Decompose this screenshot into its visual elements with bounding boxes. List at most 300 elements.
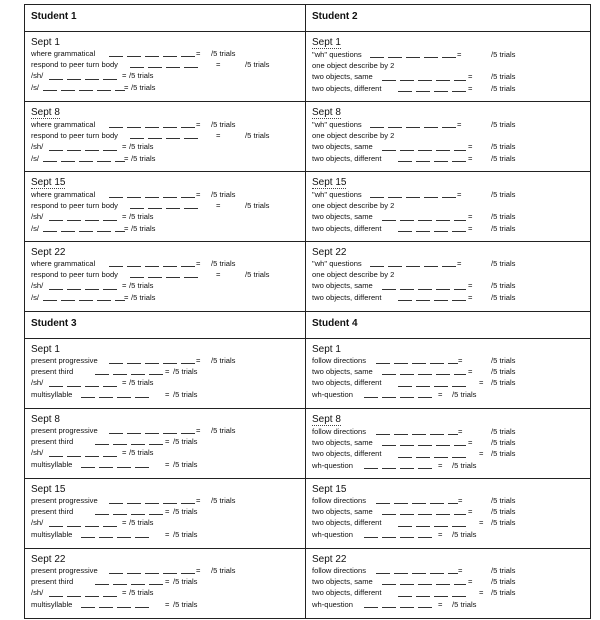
trial-blank[interactable] — [49, 456, 63, 457]
trial-blank[interactable] — [109, 266, 123, 267]
trial-blank[interactable] — [418, 584, 432, 585]
trial-blank[interactable] — [382, 374, 396, 375]
trial-blank[interactable] — [103, 289, 117, 290]
trials-label: /5 trials — [491, 259, 516, 268]
trial-blank[interactable] — [135, 537, 149, 538]
trial-blank[interactable] — [406, 57, 420, 58]
trial-blank[interactable] — [184, 208, 198, 209]
trial-blank[interactable] — [148, 138, 162, 139]
goal-line — [312, 71, 590, 82]
trial-blank[interactable] — [127, 573, 141, 574]
trial-blank[interactable] — [454, 584, 466, 585]
trial-blank[interactable] — [416, 386, 430, 387]
trial-blank[interactable] — [103, 386, 117, 387]
trial-blank[interactable] — [49, 79, 63, 80]
trial-blank[interactable] — [416, 91, 430, 92]
trial-blank[interactable] — [416, 161, 430, 162]
trial-blank[interactable] — [416, 457, 430, 458]
trial-blank[interactable] — [436, 150, 450, 151]
trial-blank[interactable] — [398, 596, 412, 597]
trial-blank[interactable] — [103, 456, 117, 457]
trial-blank[interactable] — [418, 537, 432, 538]
trial-blank[interactable] — [163, 127, 177, 128]
trial-blank[interactable] — [394, 573, 408, 574]
trial-blank[interactable] — [43, 161, 57, 162]
trial-blank[interactable] — [364, 537, 378, 538]
trial-blank[interactable] — [394, 434, 408, 435]
trial-blank[interactable] — [163, 197, 177, 198]
trial-blank[interactable] — [452, 300, 466, 301]
trial-blank[interactable] — [113, 514, 127, 515]
trial-blank[interactable] — [135, 607, 149, 608]
trial-blank[interactable] — [103, 79, 117, 80]
trial-blank[interactable] — [181, 503, 195, 504]
trial-blank[interactable] — [400, 514, 414, 515]
student-3-header — [25, 312, 306, 339]
goal-line — [312, 599, 590, 610]
trial-blank[interactable] — [398, 526, 412, 527]
session-date: Sept 1 — [312, 37, 341, 48]
trial-blank[interactable] — [418, 374, 432, 375]
trial-blank[interactable] — [442, 197, 456, 198]
trial-blank[interactable] — [85, 526, 99, 527]
trial-blank[interactable] — [99, 607, 113, 608]
trial-blank[interactable] — [412, 573, 426, 574]
trial-blank[interactable] — [424, 197, 438, 198]
trial-blank[interactable] — [398, 91, 412, 92]
trial-blank[interactable] — [400, 584, 414, 585]
trial-blank[interactable] — [148, 277, 162, 278]
trial-blank[interactable] — [85, 79, 99, 80]
trial-blank[interactable] — [382, 445, 396, 446]
trial-blank[interactable] — [382, 537, 396, 538]
trial-blank[interactable] — [398, 386, 412, 387]
trial-blank[interactable] — [127, 433, 141, 434]
trial-blank[interactable] — [97, 161, 111, 162]
trial-blank[interactable] — [452, 91, 466, 92]
trial-blank[interactable] — [67, 386, 81, 387]
trial-blank[interactable] — [454, 220, 466, 221]
trial-blank[interactable] — [434, 231, 448, 232]
trial-blank[interactable] — [376, 573, 390, 574]
trial-blank[interactable] — [135, 397, 149, 398]
trial-blank[interactable] — [49, 220, 63, 221]
trial-blank[interactable] — [145, 266, 159, 267]
goal-line — [31, 565, 305, 576]
trial-blank[interactable] — [452, 526, 466, 527]
trial-blank[interactable] — [67, 526, 81, 527]
trial-blank[interactable] — [81, 467, 95, 468]
trial-blank[interactable] — [97, 231, 111, 232]
goal-line — [312, 448, 590, 459]
trial-blank[interactable] — [418, 150, 432, 151]
student-3-title: Student 3 — [31, 318, 77, 329]
trial-blank[interactable] — [184, 138, 198, 139]
trial-blank[interactable] — [117, 607, 131, 608]
trial-blank[interactable] — [163, 503, 177, 504]
trial-blank[interactable] — [370, 266, 384, 267]
trial-blank[interactable] — [113, 444, 127, 445]
trial-blank[interactable] — [117, 397, 131, 398]
trial-blank[interactable] — [412, 503, 426, 504]
trial-blank[interactable] — [382, 80, 396, 81]
trial-blank[interactable] — [370, 57, 384, 58]
trial-blank[interactable] — [370, 127, 384, 128]
trial-blank[interactable] — [364, 468, 378, 469]
trial-blank[interactable] — [424, 266, 438, 267]
trial-blank[interactable] — [127, 503, 141, 504]
trial-blank[interactable] — [145, 363, 159, 364]
trial-blank[interactable] — [166, 208, 180, 209]
trial-blank[interactable] — [127, 197, 141, 198]
trial-blank[interactable] — [376, 503, 390, 504]
trial-blank[interactable] — [163, 56, 177, 57]
trial-blank[interactable] — [79, 300, 93, 301]
equals-sign: = — [457, 190, 462, 199]
trial-blank[interactable] — [166, 277, 180, 278]
trial-blank[interactable] — [85, 220, 99, 221]
trial-blank[interactable] — [418, 468, 432, 469]
trial-blank[interactable] — [85, 150, 99, 151]
trial-blank[interactable] — [376, 363, 390, 364]
trial-blank[interactable] — [181, 56, 195, 57]
trial-blank[interactable] — [113, 374, 127, 375]
trial-blank[interactable] — [145, 56, 159, 57]
trial-blank[interactable] — [418, 289, 432, 290]
session-date: Sept 8 — [31, 414, 60, 425]
trial-blank[interactable] — [442, 57, 456, 58]
trial-blank[interactable] — [452, 161, 466, 162]
trial-blank[interactable] — [388, 266, 402, 267]
trial-blank[interactable] — [149, 444, 163, 445]
equals-sign: = — [165, 459, 170, 469]
goal-label: /sh/ — [31, 378, 44, 388]
trial-blank[interactable] — [382, 468, 396, 469]
trials-label: /5 trials — [491, 507, 516, 517]
trial-blank[interactable] — [148, 67, 162, 68]
trial-blank[interactable] — [434, 596, 448, 597]
goal-label: two objects, different — [312, 153, 382, 163]
trial-blank[interactable] — [434, 91, 448, 92]
trial-blank[interactable] — [109, 127, 123, 128]
trial-blank[interactable] — [400, 445, 414, 446]
trial-blank[interactable] — [103, 220, 117, 221]
trial-blank[interactable] — [364, 397, 378, 398]
trial-blank[interactable] — [131, 444, 145, 445]
trial-blank[interactable] — [416, 596, 430, 597]
trial-blank[interactable] — [452, 457, 466, 458]
trial-blank[interactable] — [436, 374, 450, 375]
trial-blank[interactable] — [452, 386, 466, 387]
trial-blank[interactable] — [430, 434, 444, 435]
trial-blank[interactable] — [163, 573, 177, 574]
trial-blank[interactable] — [181, 197, 195, 198]
trial-blank[interactable] — [400, 374, 414, 375]
trial-blank[interactable] — [418, 80, 432, 81]
trial-blank[interactable] — [127, 56, 141, 57]
trial-blank[interactable] — [163, 363, 177, 364]
trial-blank[interactable] — [398, 161, 412, 162]
trial-blank[interactable] — [454, 445, 466, 446]
trial-blank[interactable] — [127, 266, 141, 267]
trial-blank[interactable] — [448, 573, 458, 574]
trial-blank[interactable] — [130, 277, 144, 278]
trial-blank[interactable] — [43, 300, 57, 301]
trial-blank[interactable] — [61, 300, 75, 301]
trial-blank[interactable] — [145, 433, 159, 434]
trial-blank[interactable] — [448, 363, 458, 364]
trial-blank[interactable] — [49, 150, 63, 151]
goal-line — [31, 366, 305, 377]
trial-blank[interactable] — [49, 386, 63, 387]
trial-blank[interactable] — [418, 397, 432, 398]
trial-blank[interactable] — [400, 289, 414, 290]
trial-blank[interactable] — [400, 150, 414, 151]
trial-blank[interactable] — [430, 503, 444, 504]
trial-blank[interactable] — [145, 503, 159, 504]
trial-blank[interactable] — [400, 607, 414, 608]
trial-blank[interactable] — [49, 596, 63, 597]
trial-blank[interactable] — [113, 584, 127, 585]
trial-blank[interactable] — [85, 289, 99, 290]
trial-blank[interactable] — [163, 433, 177, 434]
trial-blank[interactable] — [49, 289, 63, 290]
trial-blank[interactable] — [416, 300, 430, 301]
trial-blank[interactable] — [127, 127, 141, 128]
trial-blank[interactable] — [452, 231, 466, 232]
trial-blank[interactable] — [184, 67, 198, 68]
trial-blank[interactable] — [127, 363, 141, 364]
trial-blank[interactable] — [109, 503, 123, 504]
trial-blank[interactable] — [418, 607, 432, 608]
trial-blank[interactable] — [95, 374, 109, 375]
trials-label: /5 trials — [211, 190, 236, 199]
trial-blank[interactable] — [67, 220, 81, 221]
trial-blank[interactable] — [436, 445, 450, 446]
trial-blank[interactable] — [117, 467, 131, 468]
trial-blank[interactable] — [95, 444, 109, 445]
trial-blank[interactable] — [130, 67, 144, 68]
equals-sign: = — [122, 142, 127, 152]
trial-blank[interactable] — [109, 363, 123, 364]
trial-blank[interactable] — [434, 386, 448, 387]
trial-blank[interactable] — [181, 127, 195, 128]
trial-blank[interactable] — [434, 457, 448, 458]
trials-label: /5 trials — [491, 427, 516, 436]
trial-blank[interactable] — [166, 138, 180, 139]
trial-blank[interactable] — [184, 277, 198, 278]
trial-blank[interactable] — [97, 300, 111, 301]
trial-blank[interactable] — [400, 220, 414, 221]
trial-blank[interactable] — [181, 363, 195, 364]
trial-blank[interactable] — [388, 127, 402, 128]
trial-blank[interactable] — [382, 150, 396, 151]
trial-blank[interactable] — [442, 127, 456, 128]
trial-blank[interactable] — [400, 537, 414, 538]
trial-blank[interactable] — [85, 386, 99, 387]
trial-blank[interactable] — [436, 80, 450, 81]
session-block — [25, 549, 305, 618]
session-block — [25, 32, 305, 101]
trial-blank[interactable] — [95, 584, 109, 585]
trial-blank[interactable] — [109, 573, 123, 574]
trials-label: /5 trials — [491, 83, 516, 93]
trial-blank[interactable] — [135, 467, 149, 468]
trial-blank[interactable] — [376, 434, 390, 435]
trial-blank[interactable] — [61, 231, 75, 232]
trial-blank[interactable] — [109, 433, 123, 434]
trial-blank[interactable] — [424, 57, 438, 58]
trial-blank[interactable] — [61, 161, 75, 162]
trial-blank[interactable] — [400, 468, 414, 469]
trial-blank[interactable] — [95, 514, 109, 515]
trial-blank[interactable] — [388, 197, 402, 198]
trial-blank[interactable] — [149, 374, 163, 375]
trial-blank[interactable] — [103, 596, 117, 597]
trial-blank[interactable] — [79, 161, 93, 162]
trial-blank[interactable] — [99, 467, 113, 468]
trial-blank[interactable] — [43, 90, 57, 91]
trial-blank[interactable] — [388, 57, 402, 58]
trial-blank[interactable] — [81, 537, 95, 538]
trial-blank[interactable] — [436, 514, 450, 515]
goal-label: two objects, same — [312, 577, 373, 587]
trials-label: /5 trials — [491, 449, 516, 459]
trial-blank[interactable] — [434, 526, 448, 527]
trial-blank[interactable] — [145, 573, 159, 574]
trial-blank[interactable] — [43, 231, 57, 232]
trial-blank[interactable] — [436, 584, 450, 585]
trial-blank[interactable] — [436, 220, 450, 221]
trial-blank[interactable] — [406, 197, 420, 198]
trial-blank[interactable] — [67, 596, 81, 597]
trial-blank[interactable] — [382, 607, 396, 608]
trial-blank[interactable] — [85, 596, 99, 597]
trial-blank[interactable] — [81, 607, 95, 608]
trial-blank[interactable] — [67, 289, 81, 290]
trial-blank[interactable] — [148, 208, 162, 209]
trial-blank[interactable] — [181, 433, 195, 434]
trial-blank[interactable] — [382, 397, 396, 398]
trial-blank[interactable] — [145, 127, 159, 128]
trial-blank[interactable] — [145, 197, 159, 198]
trial-blank[interactable] — [434, 300, 448, 301]
trial-blank[interactable] — [400, 397, 414, 398]
session-cell — [306, 479, 591, 549]
trial-blank[interactable] — [130, 138, 144, 139]
trial-blank[interactable] — [454, 374, 466, 375]
goal-line — [312, 460, 590, 471]
trial-blank[interactable] — [382, 289, 396, 290]
trial-blank[interactable] — [398, 457, 412, 458]
trial-blank[interactable] — [67, 456, 81, 457]
trial-blank[interactable] — [430, 573, 444, 574]
trial-blank[interactable] — [412, 363, 426, 364]
trial-blank[interactable] — [394, 363, 408, 364]
trial-blank[interactable] — [81, 397, 95, 398]
trial-blank[interactable] — [416, 231, 430, 232]
trial-blank[interactable] — [412, 434, 426, 435]
trial-blank[interactable] — [454, 514, 466, 515]
trial-blank[interactable] — [370, 197, 384, 198]
trial-blank[interactable] — [418, 220, 432, 221]
trial-blank[interactable] — [67, 79, 81, 80]
trial-blank[interactable] — [430, 363, 444, 364]
trial-blank[interactable] — [67, 150, 81, 151]
session-cell — [25, 479, 306, 549]
trial-blank[interactable] — [424, 127, 438, 128]
trial-blank[interactable] — [166, 67, 180, 68]
trial-blank[interactable] — [85, 456, 99, 457]
trial-blank[interactable] — [79, 90, 93, 91]
trial-blank[interactable] — [400, 80, 414, 81]
trial-blank[interactable] — [97, 90, 111, 91]
trial-blank[interactable] — [454, 150, 466, 151]
trial-blank[interactable] — [181, 266, 195, 267]
trial-blank[interactable] — [61, 90, 75, 91]
trial-blank[interactable] — [418, 514, 432, 515]
goal-line — [312, 495, 590, 506]
trial-blank[interactable] — [103, 526, 117, 527]
trial-blank[interactable] — [109, 56, 123, 57]
trial-blank[interactable] — [442, 266, 456, 267]
trial-blank[interactable] — [163, 266, 177, 267]
trial-blank[interactable] — [79, 231, 93, 232]
trial-blank[interactable] — [454, 80, 466, 81]
trial-blank[interactable] — [181, 573, 195, 574]
trial-blank[interactable] — [130, 208, 144, 209]
goal-label: one object describe by 2 — [312, 61, 395, 71]
trial-blank[interactable] — [436, 289, 450, 290]
trial-blank[interactable] — [406, 127, 420, 128]
trial-blank[interactable] — [416, 526, 430, 527]
trial-blank[interactable] — [109, 197, 123, 198]
session-date: Sept 15 — [31, 484, 66, 495]
trial-blank[interactable] — [398, 300, 412, 301]
trial-blank[interactable] — [131, 584, 145, 585]
trial-blank[interactable] — [382, 514, 396, 515]
trial-blank[interactable] — [434, 161, 448, 162]
trial-blank[interactable] — [99, 537, 113, 538]
goal-label: present third — [31, 507, 74, 517]
trial-blank[interactable] — [382, 220, 396, 221]
trial-blank[interactable] — [99, 397, 113, 398]
trial-blank[interactable] — [49, 526, 63, 527]
goal-label: where grammatical — [31, 120, 96, 129]
trial-blank[interactable] — [418, 445, 432, 446]
trial-blank[interactable] — [452, 596, 466, 597]
trial-blank[interactable] — [448, 434, 458, 435]
trial-blank[interactable] — [394, 503, 408, 504]
trial-blank[interactable] — [131, 514, 145, 515]
trial-blank[interactable] — [117, 537, 131, 538]
trial-blank[interactable] — [382, 584, 396, 585]
trial-blank[interactable] — [398, 231, 412, 232]
progress-monitoring-table — [24, 4, 591, 619]
trial-blank[interactable] — [103, 150, 117, 151]
student-4-header — [306, 312, 591, 339]
goal-line — [31, 377, 305, 388]
equals-sign: = — [165, 507, 170, 517]
trial-blank[interactable] — [364, 607, 378, 608]
trial-blank[interactable] — [149, 584, 163, 585]
trial-blank[interactable] — [406, 266, 420, 267]
trial-blank[interactable] — [454, 289, 466, 290]
trial-blank[interactable] — [131, 374, 145, 375]
trial-blank[interactable] — [448, 503, 458, 504]
goal-label: present progressive — [31, 566, 98, 575]
trial-blank[interactable] — [149, 514, 163, 515]
